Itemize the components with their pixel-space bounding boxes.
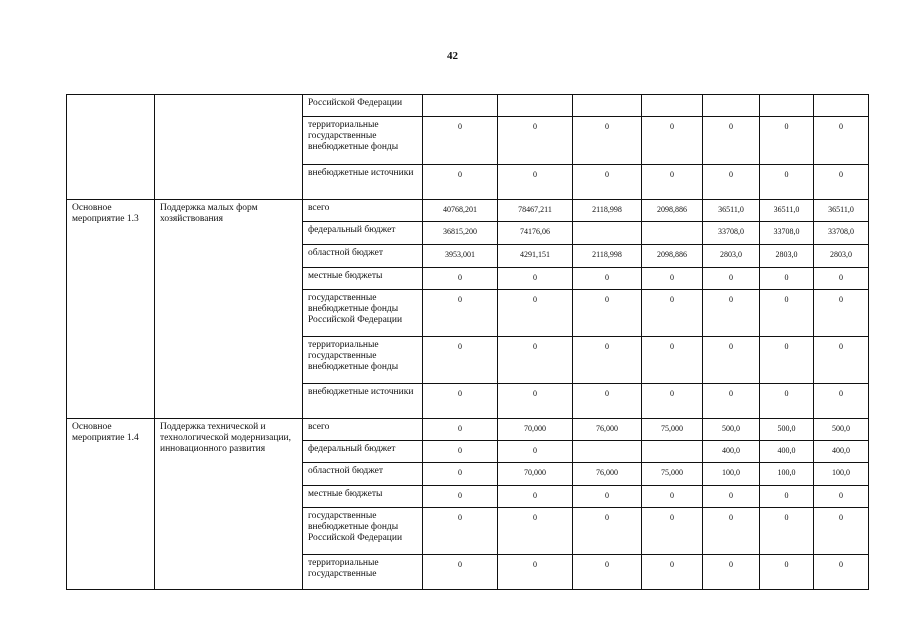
value-cell: 0 — [760, 290, 814, 337]
value-cell: 76,000 — [573, 463, 642, 486]
value-cell — [703, 95, 760, 117]
value-cell — [814, 95, 869, 117]
value-cell: 0 — [703, 117, 760, 165]
value-cell: 0 — [498, 337, 573, 384]
value-cell: 2118,998 — [573, 200, 642, 222]
value-cell: 500,0 — [703, 419, 760, 441]
value-cell: 0 — [642, 290, 703, 337]
value-cell: 36511,0 — [760, 200, 814, 222]
value-cell: 78467,211 — [498, 200, 573, 222]
table-row — [67, 95, 869, 117]
value-cell: 0 — [760, 508, 814, 555]
value-cell: 0 — [814, 384, 869, 419]
value-cell: 0 — [573, 165, 642, 200]
value-cell — [760, 95, 814, 117]
value-cell: 0 — [498, 165, 573, 200]
value-cell: 74176,06 — [498, 222, 573, 245]
value-cell: 0 — [814, 290, 869, 337]
funding-source-cell: территориальные государственные внебюджетные фонды — [303, 117, 423, 165]
value-cell: 0 — [703, 486, 760, 508]
value-cell: 0 — [423, 337, 498, 384]
value-cell: 0 — [498, 486, 573, 508]
value-cell: 2098,886 — [642, 200, 703, 222]
value-cell: 0 — [760, 165, 814, 200]
funding-source-cell: территориальные государственные внебюджетные фонды — [303, 337, 423, 384]
value-cell: 0 — [498, 508, 573, 555]
value-cell — [573, 222, 642, 245]
table-row — [67, 419, 869, 441]
value-cell: 0 — [423, 419, 498, 441]
value-cell: 0 — [814, 486, 869, 508]
value-cell: 33708,0 — [760, 222, 814, 245]
value-cell: 0 — [573, 508, 642, 555]
value-cell: 0 — [423, 165, 498, 200]
value-cell: 0 — [703, 384, 760, 419]
value-cell: 100,0 — [814, 463, 869, 486]
value-cell: 400,0 — [760, 441, 814, 463]
value-cell: 0 — [423, 441, 498, 463]
funding-source-cell: областной бюджет — [303, 463, 423, 486]
value-cell: 100,0 — [760, 463, 814, 486]
value-cell: 0 — [814, 337, 869, 384]
value-cell: 0 — [642, 117, 703, 165]
value-cell: 100,0 — [703, 463, 760, 486]
activity-name-cell: Поддержка технической и технологической модернизации, инновационного развития — [155, 419, 303, 590]
value-cell: 0 — [423, 290, 498, 337]
value-cell: 0 — [423, 384, 498, 419]
value-cell: 2803,0 — [814, 245, 869, 268]
value-cell: 0 — [573, 555, 642, 590]
value-cell: 75,000 — [642, 419, 703, 441]
value-cell — [423, 95, 498, 117]
value-cell: 76,000 — [573, 419, 642, 441]
value-cell: 33708,0 — [703, 222, 760, 245]
value-cell: 36511,0 — [703, 200, 760, 222]
value-cell: 500,0 — [814, 419, 869, 441]
funding-source-cell: государственные внебюджетные фонды Российской Федерации — [303, 290, 423, 337]
value-cell: 0 — [703, 165, 760, 200]
value-cell: 0 — [814, 165, 869, 200]
budget-table — [66, 94, 869, 590]
value-cell: 0 — [498, 290, 573, 337]
funding-source-cell: местные бюджеты — [303, 486, 423, 508]
value-cell: 0 — [814, 555, 869, 590]
value-cell: 2098,886 — [642, 245, 703, 268]
funding-source-cell: местные бюджеты — [303, 268, 423, 290]
table-row — [67, 200, 869, 222]
value-cell: 0 — [760, 337, 814, 384]
activity-name-cell — [155, 95, 303, 200]
value-cell: 36511,0 — [814, 200, 869, 222]
value-cell: 0 — [703, 290, 760, 337]
value-cell: 0 — [423, 508, 498, 555]
value-cell: 0 — [423, 268, 498, 290]
value-cell: 0 — [760, 117, 814, 165]
value-cell: 0 — [760, 268, 814, 290]
value-cell: 2803,0 — [703, 245, 760, 268]
value-cell — [498, 95, 573, 117]
funding-source-cell: Российской Федерации — [303, 95, 423, 117]
value-cell: 0 — [498, 384, 573, 419]
value-cell: 0 — [573, 384, 642, 419]
value-cell: 0 — [642, 555, 703, 590]
value-cell: 4291,151 — [498, 245, 573, 268]
value-cell: 33708,0 — [814, 222, 869, 245]
value-cell: 0 — [642, 508, 703, 555]
value-cell — [573, 441, 642, 463]
value-cell: 0 — [814, 268, 869, 290]
value-cell: 70,000 — [498, 463, 573, 486]
value-cell: 0 — [423, 117, 498, 165]
value-cell: 0 — [573, 486, 642, 508]
value-cell: 400,0 — [703, 441, 760, 463]
funding-source-cell: федеральный бюджет — [303, 222, 423, 245]
funding-source-cell: всего — [303, 419, 423, 441]
activity-title-cell — [67, 95, 155, 200]
value-cell: 0 — [703, 337, 760, 384]
value-cell: 0 — [498, 441, 573, 463]
value-cell: 0 — [642, 486, 703, 508]
value-cell: 0 — [573, 268, 642, 290]
funding-source-cell: федеральный бюджет — [303, 441, 423, 463]
value-cell: 0 — [814, 117, 869, 165]
value-cell: 500,0 — [760, 419, 814, 441]
funding-source-cell: территориальные государственные — [303, 555, 423, 590]
funding-source-cell: внебюджетные источники — [303, 165, 423, 200]
value-cell: 0 — [573, 337, 642, 384]
value-cell: 3953,001 — [423, 245, 498, 268]
page-number: 42 — [447, 50, 458, 62]
funding-source-cell: внебюджетные источники — [303, 384, 423, 419]
funding-source-cell: всего — [303, 200, 423, 222]
value-cell: 0 — [642, 268, 703, 290]
value-cell: 70,000 — [498, 419, 573, 441]
value-cell: 0 — [573, 290, 642, 337]
value-cell: 0 — [642, 384, 703, 419]
value-cell: 0 — [498, 555, 573, 590]
value-cell: 0 — [423, 486, 498, 508]
value-cell: 400,0 — [814, 441, 869, 463]
activity-name-cell: Поддержка малых форм хозяйствования — [155, 200, 303, 419]
value-cell: 0 — [760, 384, 814, 419]
activity-title-cell: Основное мероприятие 1.3 — [67, 200, 155, 419]
value-cell: 36815,200 — [423, 222, 498, 245]
value-cell: 0 — [703, 508, 760, 555]
value-cell: 0 — [814, 508, 869, 555]
value-cell: 2803,0 — [760, 245, 814, 268]
value-cell: 40768,201 — [423, 200, 498, 222]
funding-source-cell: областной бюджет — [303, 245, 423, 268]
value-cell: 2118,998 — [573, 245, 642, 268]
value-cell: 0 — [642, 165, 703, 200]
value-cell: 0 — [760, 555, 814, 590]
activity-title-cell: Основное мероприятие 1.4 — [67, 419, 155, 590]
value-cell: 0 — [498, 117, 573, 165]
value-cell: 0 — [423, 463, 498, 486]
value-cell: 75,000 — [642, 463, 703, 486]
value-cell: 0 — [573, 117, 642, 165]
value-cell — [642, 95, 703, 117]
value-cell — [642, 441, 703, 463]
value-cell: 0 — [760, 486, 814, 508]
funding-source-cell: государственные внебюджетные фонды Российской Федерации — [303, 508, 423, 555]
value-cell: 0 — [703, 268, 760, 290]
value-cell: 0 — [423, 555, 498, 590]
value-cell — [573, 95, 642, 117]
value-cell: 0 — [642, 337, 703, 384]
value-cell: 0 — [703, 555, 760, 590]
value-cell — [642, 222, 703, 245]
value-cell: 0 — [498, 268, 573, 290]
